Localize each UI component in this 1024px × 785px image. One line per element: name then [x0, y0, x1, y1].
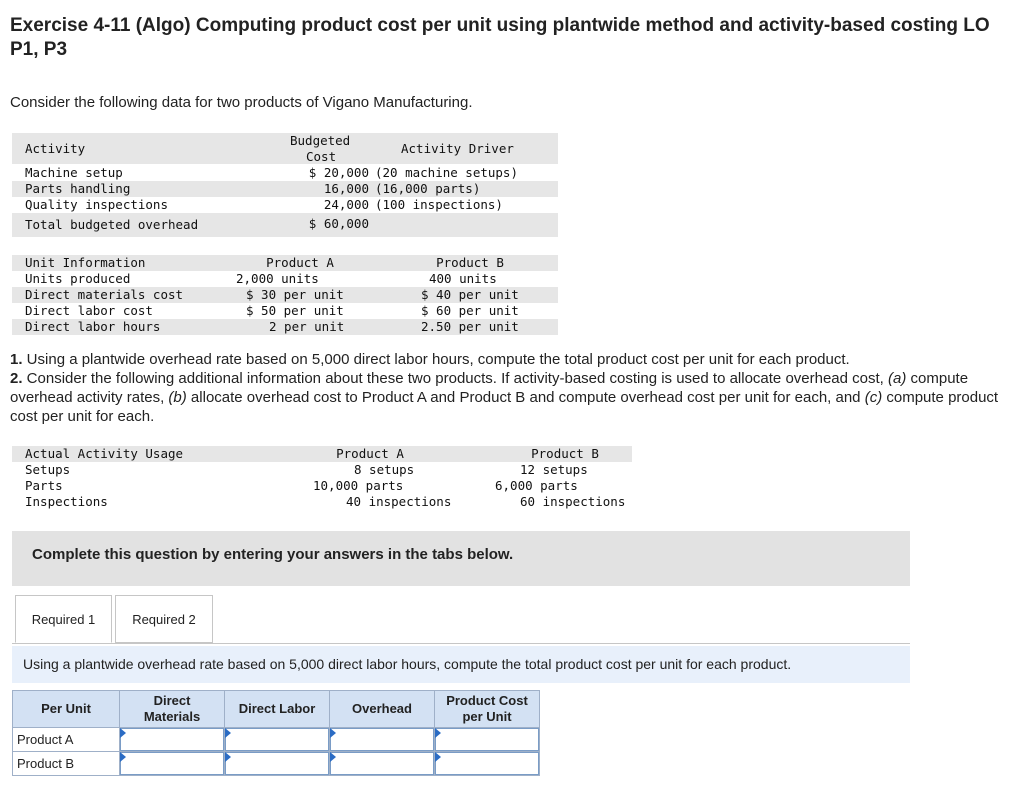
- tab-required-1[interactable]: Required 1: [15, 595, 112, 643]
- unit-row-a: 2,000 units: [236, 271, 319, 286]
- banner-text: Complete this question by entering your answers in the tabs below.: [32, 546, 514, 563]
- input-marker-icon: [120, 752, 126, 762]
- usage-row-a: 8 setups: [354, 462, 415, 477]
- questions-text: [10, 350, 1000, 426]
- part-a-marker: (a): [888, 370, 907, 387]
- question-1: [10, 350, 1000, 369]
- usage-row-label: Setups: [25, 462, 71, 477]
- product-b-direct-labor-input[interactable]: [225, 752, 329, 775]
- activity-driver-header: Activity Driver: [401, 141, 514, 156]
- activity-row-driver: (20 machine setups): [375, 165, 518, 180]
- usage-header: Actual Activity Usage: [25, 446, 184, 461]
- unit-row-b: 2.50 per unit: [421, 319, 519, 334]
- product-a-product-cost-input[interactable]: [435, 728, 539, 751]
- activity-row-label: Parts handling: [25, 181, 131, 196]
- direct-materials-header: Direct Materials: [120, 691, 225, 728]
- input-marker-icon: [225, 728, 231, 738]
- question-1-number: 1.: [10, 351, 23, 368]
- cell: [435, 752, 540, 776]
- usage-row-b: 6,000 parts: [495, 478, 578, 493]
- answer-row-product-a: [13, 728, 540, 752]
- cell: [330, 728, 435, 752]
- cell: [120, 728, 225, 752]
- question-2-number: 2.: [10, 370, 23, 387]
- input-marker-icon: [330, 728, 336, 738]
- input-marker-icon: [225, 752, 231, 762]
- total-overhead-label: Total budgeted overhead: [25, 217, 199, 232]
- tab-required-2[interactable]: Required 2: [115, 595, 213, 643]
- tab-divider: [12, 643, 910, 644]
- usage-row-b: 12 setups: [520, 462, 588, 477]
- part-b-marker: (b): [168, 389, 187, 406]
- activity-row-cost: 16,000: [323, 181, 369, 196]
- activity-row-driver: (16,000 parts): [375, 181, 481, 196]
- per-unit-header: Per Unit: [13, 691, 120, 728]
- usage-row-a: 40 inspections: [346, 494, 452, 509]
- question-2-text: compute product cost per unit for each.: [10, 389, 999, 425]
- input-marker-icon: [435, 752, 441, 762]
- unit-row-b: 400 units: [429, 271, 497, 286]
- row-label: Product A: [13, 728, 120, 752]
- answer-header-row: [13, 691, 540, 728]
- cell: [330, 752, 435, 776]
- usage-row-label: Parts: [25, 478, 63, 493]
- product-b-direct-materials-input[interactable]: [120, 752, 224, 775]
- unit-row-label: Direct labor cost: [25, 303, 153, 318]
- activity-row-cost: 24,000: [323, 197, 369, 212]
- total-overhead-value: $ 60,000: [308, 216, 369, 231]
- unit-row-b: $ 40 per unit: [421, 287, 519, 302]
- cell: [435, 728, 540, 752]
- activity-row-cost: $ 20,000: [308, 165, 369, 180]
- direct-labor-header: Direct Labor: [225, 691, 330, 728]
- usage-product-b-header: Product B: [531, 446, 599, 461]
- product-a-overhead-input[interactable]: [330, 728, 434, 751]
- cell: [225, 752, 330, 776]
- unit-row-label: Units produced: [25, 271, 131, 286]
- activity-row-label: Machine setup: [25, 165, 123, 180]
- product-b-overhead-input[interactable]: [330, 752, 434, 775]
- answer-row-product-b: [13, 752, 540, 776]
- overhead-header: Overhead: [330, 691, 435, 728]
- question-2-text: Consider the following additional information about these two products. If activity-based costing is used to allocate overhead cost,: [22, 370, 889, 387]
- question-2-text: compute overhead activity rates,: [10, 370, 969, 406]
- usage-row-label: Inspections: [25, 494, 108, 509]
- tab-instruction-text: Using a plantwide overhead rate based on 5,000 direct labor hours, compute the total product cost per unit for each product.: [23, 656, 792, 672]
- product-a-direct-labor-input[interactable]: [225, 728, 329, 751]
- unit-row-label: Direct materials cost: [25, 287, 184, 302]
- unit-row-a: $ 30 per unit: [246, 287, 344, 302]
- activity-row-driver: (100 inspections): [375, 197, 503, 212]
- cell: [120, 752, 225, 776]
- question-2: [10, 369, 1000, 426]
- usage-product-a-header: Product A: [336, 446, 404, 461]
- activity-row-label: Quality inspections: [25, 197, 168, 212]
- product-a-direct-materials-input[interactable]: [120, 728, 224, 751]
- unit-row-a: 2 per unit: [269, 319, 345, 334]
- budgeted-cost-header-1: Budgeted: [290, 133, 351, 148]
- usage-row-b: 60 inspections: [520, 494, 626, 509]
- question-2-text: allocate overhead cost to Product A and Product B and compute overhead cost per unit for each, and: [186, 389, 865, 406]
- input-marker-icon: [435, 728, 441, 738]
- unit-row-b: $ 60 per unit: [421, 303, 519, 318]
- product-b-product-cost-input[interactable]: [435, 752, 539, 775]
- intro-text: Consider the following data for two products of Vigano Manufacturing.: [10, 94, 473, 111]
- unit-row-label: Direct labor hours: [25, 319, 161, 334]
- activity-header: Activity: [25, 141, 86, 156]
- exercise-title: Exercise 4-11 (Algo) Computing product cost per unit using plantwide method and activity-based costing LO P1, P3: [10, 15, 990, 60]
- tab-instruction: [12, 646, 910, 683]
- input-marker-icon: [330, 752, 336, 762]
- usage-row-a: 10,000 parts: [313, 478, 404, 493]
- answer-table: [12, 690, 540, 776]
- instructions-banner: [12, 531, 910, 586]
- row-label: Product B: [13, 752, 120, 776]
- product-b-header: Product B: [436, 255, 504, 270]
- product-cost-header: Product Cost per Unit: [435, 691, 540, 728]
- product-a-header: Product A: [266, 255, 334, 270]
- question-1-text: Using a plantwide overhead rate based on 5,000 direct labor hours, compute the total product cost per unit for each product.: [22, 351, 850, 368]
- budgeted-cost-header-2: Cost: [306, 149, 337, 164]
- unit-info-header: Unit Information: [25, 255, 146, 270]
- part-c-marker: (c): [864, 389, 883, 406]
- input-marker-icon: [120, 728, 126, 738]
- unit-row-a: $ 50 per unit: [246, 303, 344, 318]
- cell: [225, 728, 330, 752]
